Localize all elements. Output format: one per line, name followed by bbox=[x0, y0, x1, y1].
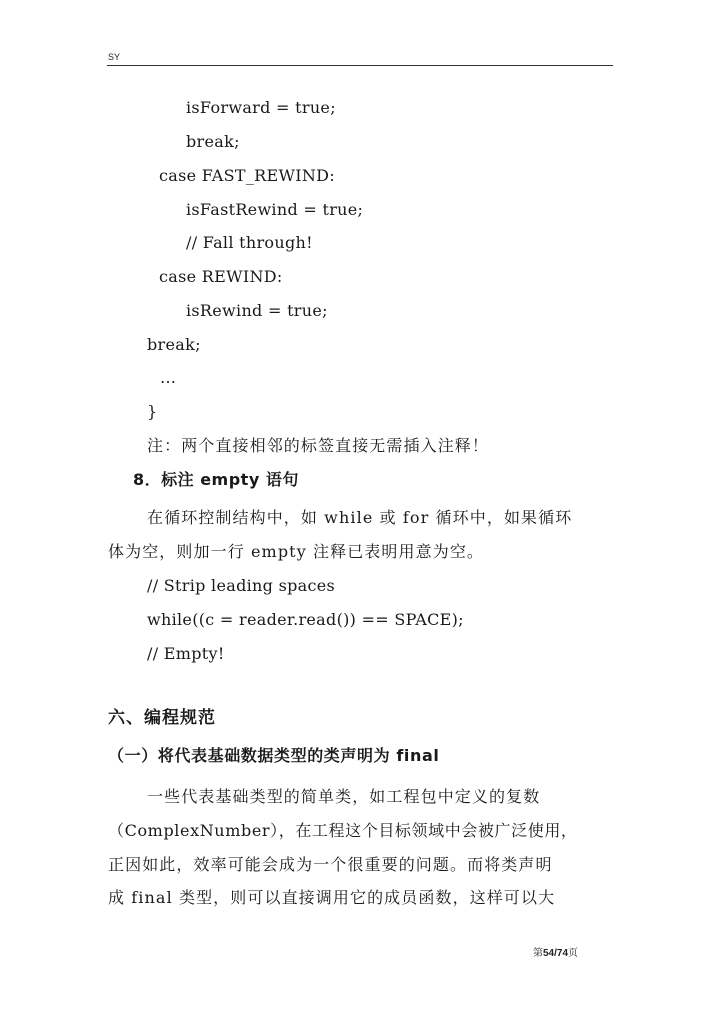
code-ellipsis: … bbox=[160, 368, 177, 387]
paragraph-line: 体为空，则加一行 empty 注释已表明用意为空。 bbox=[108, 542, 485, 561]
code-line: } bbox=[147, 402, 158, 421]
code-line: break; bbox=[186, 132, 240, 151]
section-heading: 8．标注 empty 语句 bbox=[133, 470, 299, 489]
code-line: while((c = reader.read()) == SPACE); bbox=[147, 610, 464, 629]
paragraph-line: 在循环控制结构中，如 while 或 for 循环中，如果循环 bbox=[147, 508, 573, 527]
code-line: isForward = true; bbox=[186, 98, 336, 117]
code-line: isFastRewind = true; bbox=[186, 200, 364, 219]
chapter-heading: 六、编程规范 bbox=[108, 708, 216, 728]
page-number: 54/74 bbox=[543, 948, 569, 959]
code-line: break; bbox=[147, 335, 201, 354]
code-line: case FAST_REWIND: bbox=[159, 166, 335, 185]
footer-prefix: 第 bbox=[533, 948, 543, 959]
subsection-heading: （一）将代表基础数据类型的类声明为 final bbox=[108, 746, 440, 765]
page-footer bbox=[533, 944, 578, 959]
code-line: isRewind = true; bbox=[186, 301, 328, 320]
code-line: case REWIND: bbox=[159, 267, 283, 286]
code-line: // Empty! bbox=[147, 644, 225, 663]
paragraph-line: 一些代表基础类型的简单类，如工程包中定义的复数 bbox=[147, 787, 541, 806]
note-text: 注：两个直接相邻的标签直接无需插入注释！ bbox=[147, 436, 490, 455]
footer-suffix: 页 bbox=[568, 948, 579, 959]
paragraph-line: 正因如此，效率可能会成为一个很重要的问题。而将类声明 bbox=[108, 855, 553, 874]
code-line: // Strip leading spaces bbox=[147, 576, 336, 595]
header-rule bbox=[107, 65, 613, 66]
code-line: // Fall through! bbox=[186, 233, 313, 252]
paragraph-line: 成 final 类型，则可以直接调用它的成员函数，这样可以大 bbox=[108, 888, 556, 907]
paragraph-line: （ComplexNumber），在工程这个目标领域中会被广泛使用， bbox=[108, 821, 578, 840]
header-label: SY bbox=[108, 52, 121, 62]
